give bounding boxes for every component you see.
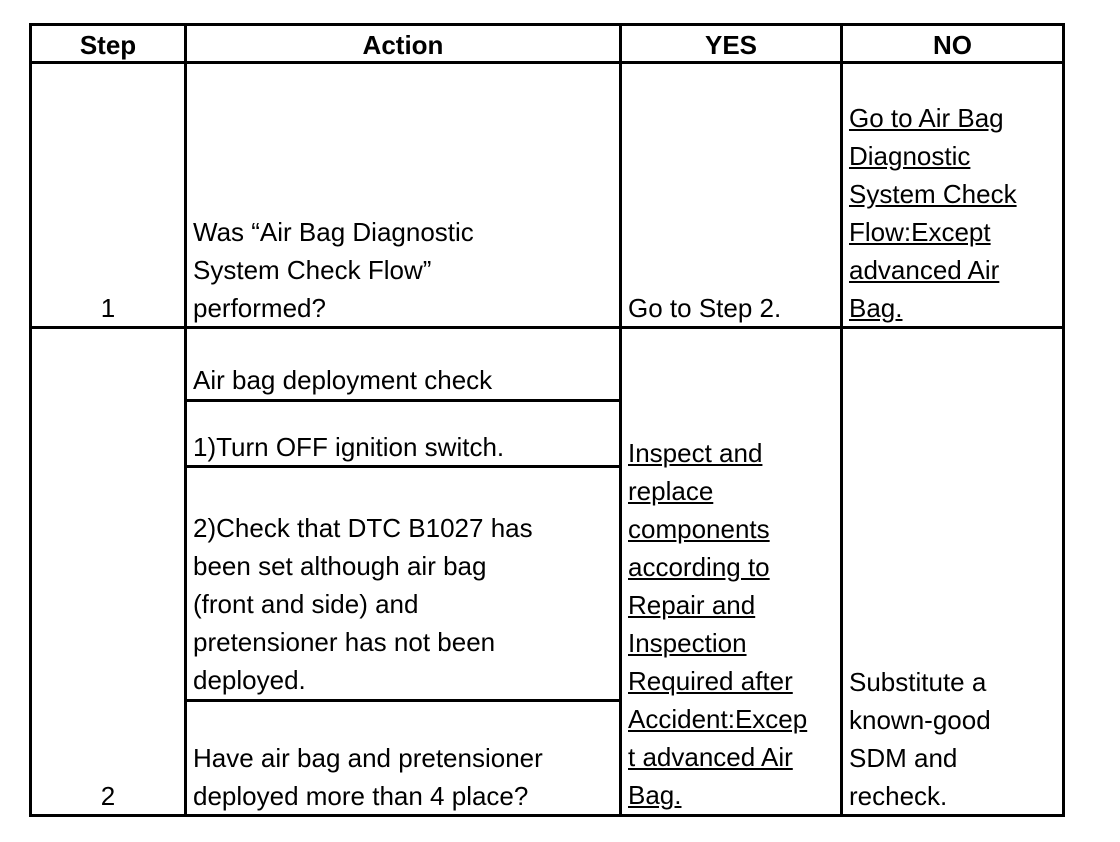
- step-2-number: 2: [100, 781, 116, 811]
- step-2-action-step2-line: deployed.: [193, 665, 306, 695]
- table-border-right: [1062, 23, 1065, 817]
- step-1-no-line[interactable]: Bag.: [849, 293, 903, 323]
- step-2-action-title-text: Air bag deployment check: [193, 365, 493, 395]
- step-2-yes-line[interactable]: replace: [628, 476, 714, 506]
- step-1-number: 1: [100, 293, 116, 323]
- header-action: Action: [362, 30, 444, 60]
- col-divider-action-yes: [619, 23, 622, 817]
- step-1-no-line[interactable]: System Check: [849, 179, 1017, 209]
- step-2-yes-line[interactable]: Inspection: [628, 628, 747, 658]
- step-2-action-step2-line: 2)Check that DTC B1027 has: [193, 513, 533, 543]
- step-2-no-line: known-good: [849, 705, 991, 735]
- header-yes: YES: [704, 30, 758, 60]
- step-1-no-line[interactable]: advanced Air: [849, 255, 1000, 285]
- step-1-no-line[interactable]: Diagnostic: [849, 141, 971, 171]
- header-no: NO: [933, 30, 972, 60]
- action-subdivider-1: [184, 399, 622, 402]
- step-2-yes-line[interactable]: Repair and: [628, 590, 756, 620]
- col-divider-yes-no: [840, 23, 843, 817]
- row-divider-step1: [29, 326, 1065, 329]
- step-2-no-line: recheck.: [849, 781, 948, 811]
- step-2-yes-line[interactable]: t advanced Air: [628, 742, 793, 772]
- step-2-action-question-line: Have air bag and pretensioner: [193, 743, 543, 773]
- step-1-action-line: System Check Flow”: [193, 255, 432, 285]
- step-1-yes-text: Go to Step 2.: [628, 293, 782, 323]
- step-2-yes-line[interactable]: according to: [628, 552, 770, 582]
- col-divider-step-action: [184, 23, 187, 817]
- header-step: Step: [79, 30, 137, 60]
- action-subdivider-3: [184, 699, 622, 702]
- step-1-no-line[interactable]: Flow:Except: [849, 217, 991, 247]
- step-2-action-question-line: deployed more than 4 place?: [193, 781, 529, 811]
- step-2-yes-line[interactable]: components: [628, 514, 770, 544]
- step-2-action-step2-line: been set although air bag: [193, 551, 487, 581]
- step-2-action-step2-line: (front and side) and: [193, 589, 419, 619]
- step-1-action-line: Was “Air Bag Diagnostic: [193, 217, 474, 247]
- step-2-action-step1-text: 1)Turn OFF ignition switch.: [193, 432, 505, 462]
- step-1-action-line: performed?: [193, 293, 326, 323]
- step-1-no-line[interactable]: Go to Air Bag: [849, 103, 1004, 133]
- step-2-yes-line[interactable]: Bag.: [628, 780, 682, 810]
- step-2-yes-line[interactable]: Inspect and: [628, 438, 763, 468]
- step-2-action-step2-line: pretensioner has not been: [193, 627, 496, 657]
- step-2-no-line: SDM and: [849, 743, 958, 773]
- table-border-left: [29, 23, 32, 817]
- step-2-yes-line[interactable]: Accident:Excep: [628, 704, 808, 734]
- step-2-no-line: Substitute a: [849, 667, 987, 697]
- step-2-yes-line[interactable]: Required after: [628, 666, 793, 696]
